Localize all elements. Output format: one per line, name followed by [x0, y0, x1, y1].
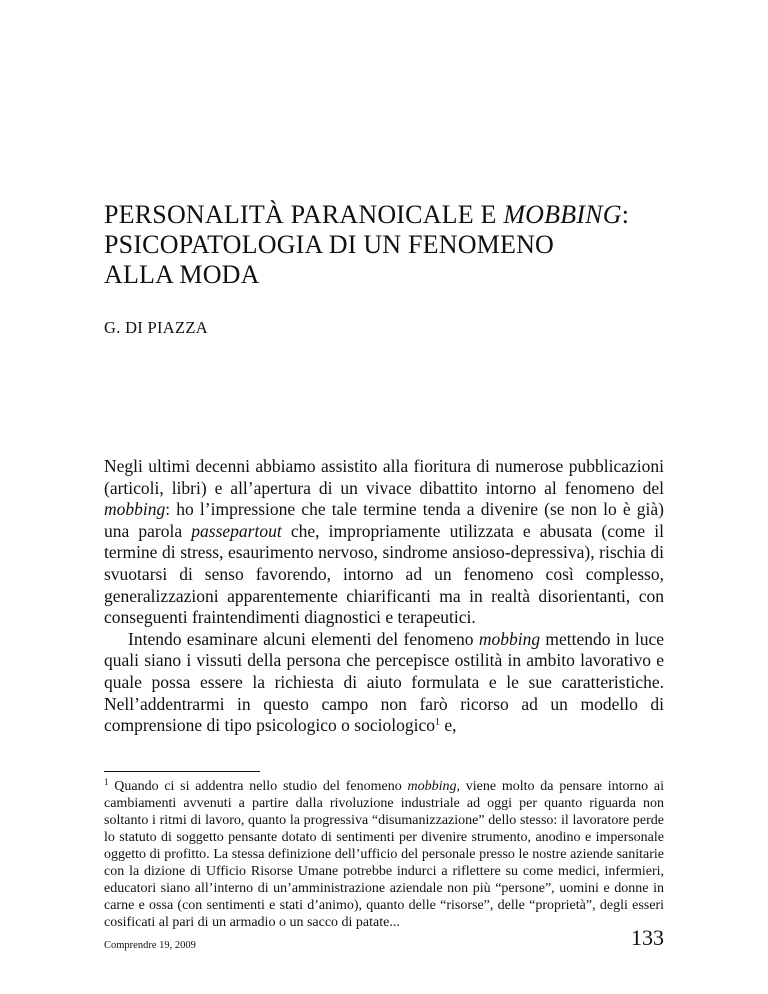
- page-number: 133: [631, 925, 664, 950]
- title-line-3: ALLA MODA: [104, 260, 260, 289]
- footnote-ref[interactable]: 1: [435, 717, 440, 729]
- author: G. DI PIAZZA: [104, 318, 208, 337]
- footnote-separator: [104, 771, 260, 772]
- body-text: [104, 456, 664, 737]
- title-line-1: PERSONALITÀ PARANOICALE E MOBBING:: [104, 200, 630, 229]
- paragraph: Intendo esaminare alcuni elementi del fenomeno mobbing mettendo in luce quali siano i vissuti della persona che percepisce ostilità in ambito lavorativo e quale possa essere la richiesta di aiuto formulata e le sue caratteristiche. Nell’addentrarmi in questo campo non farò ricorso ad un modello di comprensione di tipo psicologico o sociologico$^1$ e,: [104, 628, 664, 736]
- journal-citation: Comprendre 19, 2009: [104, 940, 196, 951]
- title-line-2: PSICOPATOLOGIA DI UN FENOMENO: [104, 230, 555, 259]
- footnote: $^1$ Quando ci si addentra nello studio del fenomeno mobbing, viene molto da pensare intorno ai cambiamenti avvenuti a partire dalla rivoluzione industriale ad oggi per quanto riguarda non soltanto i ritmi di lavoro, quanto la progressiva “disumanizzazione” dello stesso: il lavoratore perde lo statuto di soggetto pensante dotato di sentimenti per divenire strumento, anodino e impersonale oggetto di profitto. La stessa definizione dell’ufficio del personale presso le nostre aziende sanitarie con la dizione di Ufficio Risorse Umane potrebbe indurci a riflettere su come medici, infermieri, educatori siano all’interno di un’amministrazione aziendale non più “persone”, uomini e donne in carne e ossa (con sentimenti e stati d’animo), quanto delle “risorse”, delle “proprietà”, degli esseri cosificati al pari di un armadio o un sacco di patate...: [104, 777, 665, 930]
- article-title: [104, 200, 704, 290]
- title-emphasis: MOBBING: [503, 200, 622, 229]
- footnote-marker: 1: [104, 777, 109, 787]
- paragraph: Negli ultimi decenni abbiamo assistito alla fioritura di numerose pubblicazioni (articoli, libri) e all’apertura di un vivace dibattito intorno al fenomeno del mobbing: ho l’impressione che tale termine tenda a divenire (se non lo è già) una parola passepartout che, impropriamente utilizzata e abusata (come il termine di stress, esaurimento nervoso, sindrome ansioso-depressiva), rischia di svuotarsi di senso favorendo, intorno ad un fenomeno così complesso, generalizzazioni apparentemente chiarificanti ma in realtà disorientanti, con conseguenti fraintendimenti diagnostici e terapeutici.: [104, 456, 665, 628]
